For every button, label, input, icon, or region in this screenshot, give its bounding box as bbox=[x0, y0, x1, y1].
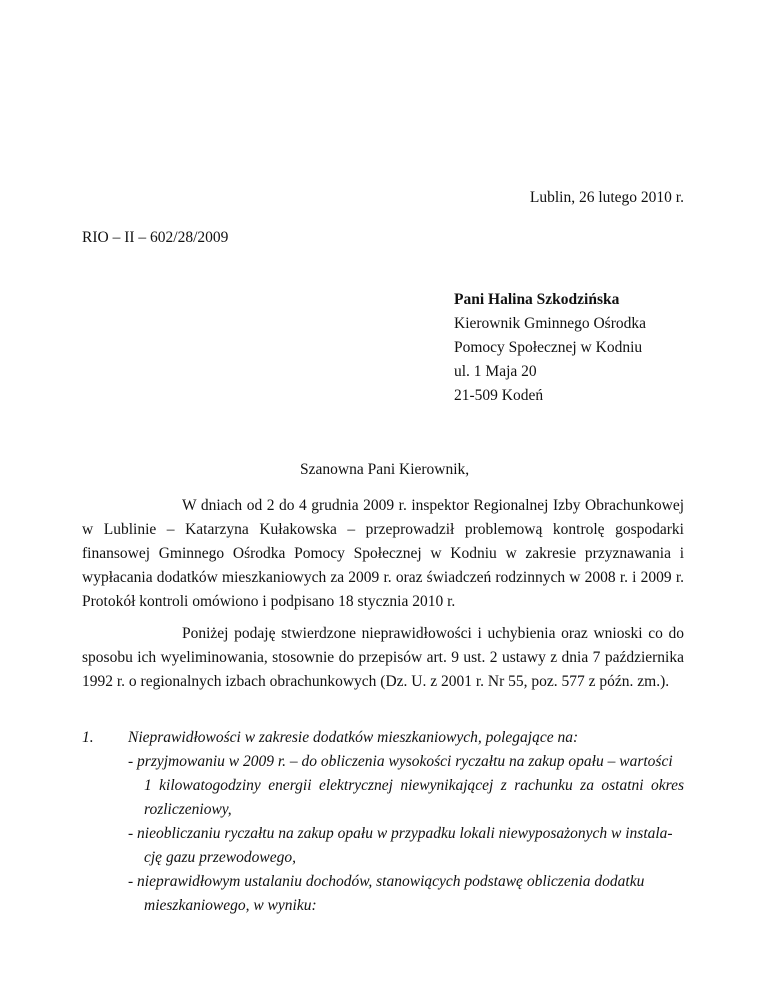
salutation: Szanowna Pani Kierownik, bbox=[300, 461, 470, 478]
list-number: 1. bbox=[82, 729, 94, 746]
list-item-continuation: cję gazu przewodowego, bbox=[144, 849, 296, 866]
list-item-first-line: - przyjmowaniu w 2009 r. – do obliczenia wysokości ryczałtu na zakup opału – wartości bbox=[128, 753, 673, 770]
list-item bbox=[128, 822, 684, 870]
recipient-line: Pomocy Społecznej w Kodniu bbox=[454, 339, 643, 356]
paragraph-text: Poniżej podaję stwierdzone nieprawidłowości i uchybienia oraz wnioski co do sposobu ich wyeliminowania, stosownie do przepisów art. 9 ust. 2 ustawy z dnia 7 października 1992 r. o regionalnych izbach obrachunkowych (Dz. U. z 2001 r. Nr 55, poz. 577 z późn. zm.). bbox=[82, 625, 684, 690]
recipient-name: Pani Halina Szkodzińska bbox=[454, 291, 620, 308]
list-heading: Nieprawidłowości w zakresie dodatków mieszkaniowych, polegające na: bbox=[128, 729, 579, 746]
list-item-first-line: - nieprawidłowym ustalaniu dochodów, stanowiących podstawę obliczenia dodatku bbox=[128, 873, 645, 890]
list-item bbox=[128, 750, 684, 822]
list-item-continuation: mieszkaniowego, w wyniku: bbox=[144, 897, 317, 914]
findings-list bbox=[82, 726, 684, 918]
letter-date: Lublin, 26 lutego 2010 r. bbox=[529, 189, 684, 206]
paragraph-text: W dniach od 2 do 4 grudnia 2009 r. inspektor Regionalnej Izby Obrachunkowej w Lublinie – Katarzyna Kułakowska – przeprowadził problemową kontrolę gospodarki finansowej Gminnego Ośrodka Pomocy Społecznej w Kodniu w zakresie przyznawania i wypłacania dodatków mieszkaniowych za 2009 r. oraz świadczeń rodzinnych w 2008 r. i 2009 r. Protokół kontroli omówiono i podpisano 18 stycznia 2010 r. bbox=[82, 497, 684, 610]
paragraph-findings bbox=[82, 622, 684, 694]
paragraph-inspection bbox=[82, 494, 684, 614]
list-item bbox=[128, 870, 684, 918]
list-item-first-line: - nieobliczaniu ryczałtu na zakup opału w przypadku lokali niewyposażonych w instala- bbox=[128, 825, 673, 842]
recipient-line: ul. 1 Maja 20 bbox=[454, 363, 537, 380]
list-item-continuation: 1 kilowatogodziny energii elektrycznej niewynikającej z rachunku za ostatni okres rozliczeniowy, bbox=[144, 777, 684, 818]
reference-number: RIO – II – 602/28/2009 bbox=[82, 229, 229, 246]
recipient-line: Kierownik Gminnego Ośrodka bbox=[454, 315, 646, 332]
recipient-line: 21-509 Kodeń bbox=[454, 387, 544, 404]
recipient-address bbox=[454, 288, 646, 408]
